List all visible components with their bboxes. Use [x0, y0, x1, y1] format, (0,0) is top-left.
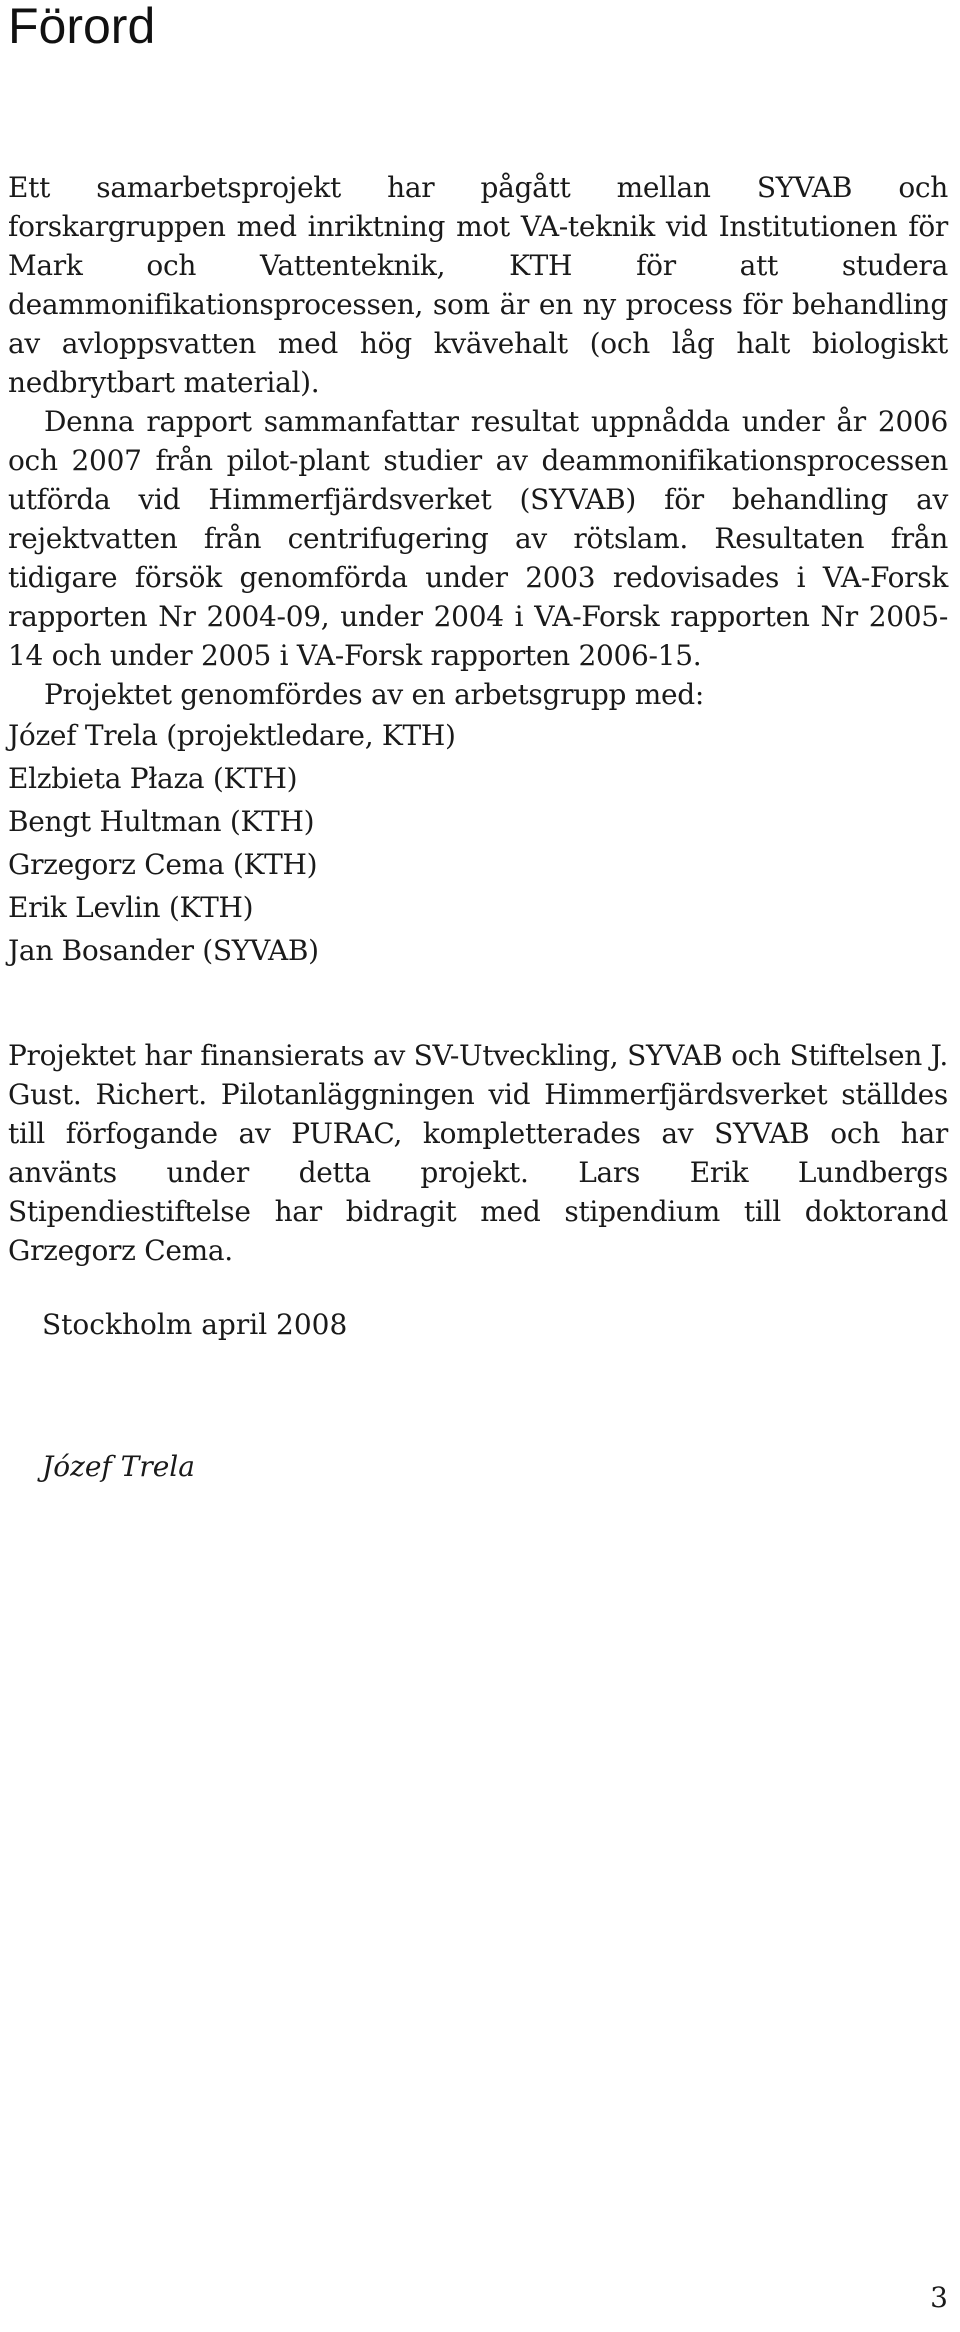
signature: Józef Trela: [42, 1450, 195, 1483]
member-item: Jan Bosander (SYVAB): [8, 934, 319, 967]
page-number: 3: [930, 2281, 948, 2314]
funding-paragraph: Projektet har finansierats av SV-Utveckling, SYVAB och Stiftelsen J. Gust. Richert. Pilotanläggningen vid Himmerfjärdsverket ställdes till förfogande av PURAC, kompletterades av SYVAB och har använts under detta projekt. Lars Erik Lundbergs Stipendiestiftelse har bidragit med stipendium till doktorand Grzegorz Cema.: [8, 1039, 948, 1267]
page-title: Förord: [8, 0, 156, 54]
working-group-list: [8, 714, 948, 972]
funding-section: [8, 1036, 948, 1270]
member-item: Bengt Hultman (KTH): [8, 805, 315, 838]
working-group-intro: Projektet genomfördes av en arbetsgrupp med:: [44, 678, 705, 711]
intro-paragraph: Ett samarbetsprojekt har pågått mellan SYVAB och forskargruppen med inriktning mot VA-teknik vid Institutionen för Mark och Vattenteknik, KTH för att studera deammonifikationsprocessen, som är en ny process för behandling av avloppsvatten med hög kvävehalt (och låg halt biologiskt nedbrytbart material).: [8, 171, 948, 399]
member-item: Elzbieta Płaza (KTH): [8, 762, 298, 795]
member-item: Józef Trela (projektledare, KTH): [8, 719, 456, 752]
preface-body: [8, 168, 948, 972]
member-item: Grzegorz Cema (KTH): [8, 848, 318, 881]
member-item: Erik Levlin (KTH): [8, 891, 254, 924]
place-date: Stockholm april 2008: [42, 1308, 348, 1341]
summary-paragraph: Denna rapport sammanfattar resultat uppnådda under år 2006 och 2007 från pilot-plant studier av deammonifikationsprocessen utförda vid Himmerfjärdsverket (SYVAB) för behandling av rejektvatten från centrifugering av rötslam. Resultaten från tidigare försök genomförda under 2003 redovisades i VA-Forsk rapporten Nr 2004-09, under 2004 i VA-Forsk rapporten Nr 2005-14 och under 2005 i VA-Forsk rapporten 2006-15.: [8, 405, 948, 672]
